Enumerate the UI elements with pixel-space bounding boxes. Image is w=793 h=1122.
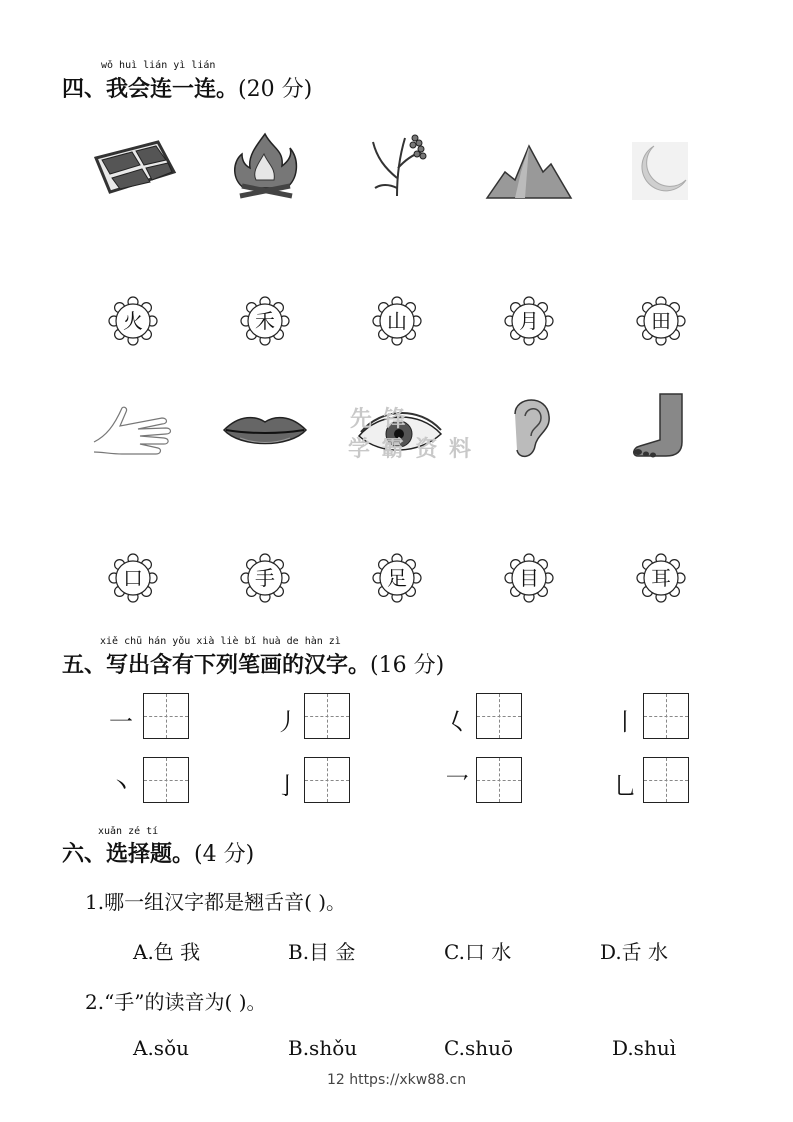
stroke-label: 丶 bbox=[109, 772, 133, 800]
stroke-label: 亅 bbox=[275, 772, 299, 800]
q1-option-b[interactable]: B.目 金 bbox=[288, 940, 356, 964]
writing-grid[interactable] bbox=[304, 757, 350, 803]
section5-score: (16 分) bbox=[370, 653, 445, 678]
writing-grid[interactable] bbox=[476, 757, 522, 803]
watermark-line1: 先 锋 bbox=[350, 406, 408, 432]
q2-option-b[interactable]: B.shǒu bbox=[288, 1036, 358, 1060]
hand-icon bbox=[88, 396, 178, 466]
flower-char: 禾 bbox=[255, 309, 275, 333]
stroke-label: 一 bbox=[109, 708, 133, 736]
writing-grid[interactable] bbox=[304, 693, 350, 739]
foot-icon bbox=[620, 392, 710, 462]
q2-option-a[interactable]: A.sǒu bbox=[133, 1036, 189, 1060]
flower-char: 田 bbox=[651, 309, 671, 333]
char-flower[interactable] bbox=[636, 296, 686, 346]
stroke-label: 𡿨 bbox=[445, 708, 469, 736]
q1-option-a[interactable]: A.色 我 bbox=[133, 940, 201, 964]
char-flower[interactable] bbox=[372, 296, 422, 346]
writing-grid[interactable] bbox=[476, 693, 522, 739]
flower-char: 耳 bbox=[651, 566, 671, 590]
flower-char: 月 bbox=[519, 309, 539, 333]
section4-score: (20 分) bbox=[238, 77, 313, 102]
char-flower[interactable] bbox=[108, 296, 158, 346]
mouth-icon bbox=[220, 396, 310, 466]
stroke-label: 乚 bbox=[613, 772, 637, 800]
section4-title bbox=[62, 72, 312, 103]
watermark-line2: 学 霸 资 料 bbox=[348, 436, 473, 462]
section6-title-text: 六、选择题。 bbox=[62, 841, 195, 867]
flower-char: 口 bbox=[123, 566, 143, 590]
section6-title bbox=[62, 837, 254, 868]
question-2: 2.“手”的读音为( )。 bbox=[85, 990, 267, 1014]
section4-title-text: 四、我会连一连。 bbox=[62, 76, 239, 102]
section5-pinyin: xiě chū hán yǒu xià liè bǐ huà de hàn zì bbox=[100, 636, 341, 647]
char-flower[interactable] bbox=[240, 296, 290, 346]
char-flower[interactable] bbox=[504, 296, 554, 346]
field-icon bbox=[88, 130, 178, 200]
section5-title-text: 五、写出含有下列笔画的汉字。 bbox=[62, 652, 371, 678]
section5-title bbox=[62, 648, 444, 679]
q2-option-c[interactable]: C.shuō bbox=[444, 1036, 514, 1060]
q1-option-d[interactable]: D.舌 水 bbox=[600, 940, 669, 964]
char-flower[interactable] bbox=[504, 553, 554, 603]
char-flower[interactable] bbox=[108, 553, 158, 603]
writing-grid[interactable] bbox=[643, 693, 689, 739]
rice-plant-icon bbox=[355, 128, 445, 198]
flower-char: 手 bbox=[255, 566, 275, 590]
moon-icon bbox=[620, 136, 710, 206]
flower-char: 足 bbox=[387, 566, 407, 590]
writing-grid[interactable] bbox=[643, 757, 689, 803]
flower-char: 目 bbox=[519, 566, 539, 590]
page-footer: 12 https://xkw88.cn bbox=[326, 1072, 467, 1088]
ear-icon bbox=[485, 394, 575, 464]
section6-pinyin: xuǎn zé tí bbox=[98, 826, 159, 837]
stroke-label: 丿 bbox=[275, 708, 299, 736]
char-flower[interactable] bbox=[636, 553, 686, 603]
writing-grid[interactable] bbox=[143, 693, 189, 739]
flower-char: 山 bbox=[387, 309, 407, 333]
char-flower[interactable] bbox=[240, 553, 290, 603]
writing-grid[interactable] bbox=[143, 757, 189, 803]
section6-score: (4 分) bbox=[194, 842, 255, 867]
q1-option-c[interactable]: C.口 水 bbox=[444, 940, 512, 964]
stroke-label: 乛 bbox=[445, 772, 469, 800]
mountain-icon bbox=[485, 132, 575, 202]
fire-icon bbox=[220, 130, 310, 200]
question-1: 1.哪一组汉字都是翘舌音( )。 bbox=[85, 890, 347, 914]
flower-char: 火 bbox=[123, 309, 143, 333]
q2-option-d[interactable]: D.shuì bbox=[612, 1036, 677, 1060]
char-flower[interactable] bbox=[372, 553, 422, 603]
stroke-label: 丨 bbox=[613, 708, 637, 736]
section4-pinyin: wǒ huì lián yì lián bbox=[101, 60, 216, 71]
